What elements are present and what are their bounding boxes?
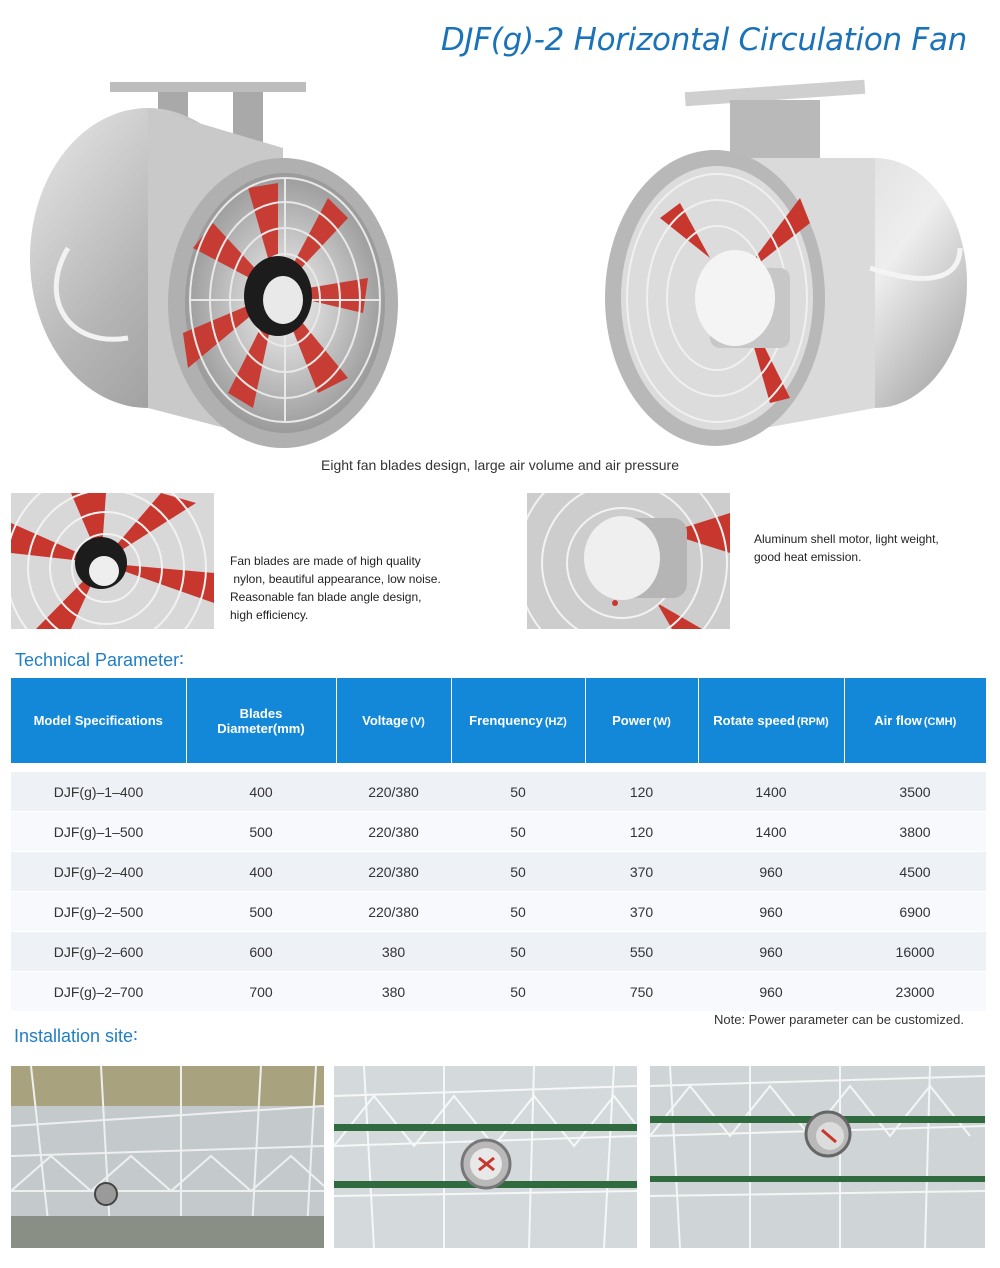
spec-table-cell: 700 xyxy=(186,972,336,1012)
hero-caption: Eight fan blades design, large air volume and air pressure xyxy=(321,457,679,473)
spec-header-label: Voltage xyxy=(362,713,409,728)
spec-header-cell xyxy=(585,678,698,763)
spec-table-cell: 220/380 xyxy=(336,812,451,852)
page-title: DJF(g)-2 Horizontal Circulation Fan xyxy=(440,22,967,58)
spec-table-cell: DJF(g)–1–400 xyxy=(11,772,186,812)
spec-table-cell: 16000 xyxy=(844,932,986,972)
spec-header-unit: (RPM) xyxy=(796,716,829,728)
spec-table-cell: DJF(g)–2–400 xyxy=(11,852,186,892)
spec-header-cell xyxy=(186,678,336,763)
spec-header-label: Air flow xyxy=(874,713,922,728)
fan-image-front xyxy=(28,78,398,458)
customization-note: Note: Power parameter can be customized. xyxy=(713,1012,964,1027)
spec-table-cell: 120 xyxy=(585,812,698,852)
spec-header-unit: (W) xyxy=(653,716,671,728)
feature-blades-line: nylon, beautiful appearance, low noise. xyxy=(230,572,441,586)
spec-header-label: Rotate speed xyxy=(713,713,795,728)
spec-header-cell xyxy=(698,678,844,763)
spec-table-body xyxy=(11,763,986,1012)
installation-site-heading: Installation site∶ xyxy=(14,1026,138,1046)
feature-motor-line: good heat emission. xyxy=(754,550,862,564)
spec-table-cell: 3500 xyxy=(844,772,986,812)
spec-table-cell: 370 xyxy=(585,852,698,892)
spec-header-cell xyxy=(451,678,585,763)
spec-header-label: Model Specifications xyxy=(33,713,163,728)
spec-table-cell: 50 xyxy=(451,852,585,892)
spec-table-cell: 400 xyxy=(186,852,336,892)
spec-table-row xyxy=(11,972,986,1012)
spec-table-cell: 220/380 xyxy=(336,852,451,892)
spec-table-row xyxy=(11,932,986,972)
spec-table-row xyxy=(11,812,986,852)
spec-table-cell: 50 xyxy=(451,812,585,852)
spec-table-cell: 120 xyxy=(585,772,698,812)
spec-header-unit: (HZ) xyxy=(544,716,567,728)
spec-header-unit: (CMH) xyxy=(923,716,957,728)
spec-table-header-row xyxy=(11,678,986,763)
installation-photo-1 xyxy=(11,1066,324,1248)
spec-header-unit: Diameter(mm) xyxy=(217,720,305,736)
feature-blades-line: high efficiency. xyxy=(230,608,309,622)
feature-motor-line: Aluminum shell motor, light weight, xyxy=(754,532,939,546)
spec-table-cell: 370 xyxy=(585,892,698,932)
spec-header-cell xyxy=(844,678,986,763)
spec-table-cell: 960 xyxy=(698,852,844,892)
spec-table-cell: 960 xyxy=(698,932,844,972)
spec-table-cell: 500 xyxy=(186,892,336,932)
spec-table-cell: 50 xyxy=(451,972,585,1012)
spec-table-spacer-cell xyxy=(11,763,986,772)
spec-table-cell: 220/380 xyxy=(336,892,451,932)
spec-table-cell: 600 xyxy=(186,932,336,972)
spec-table-cell: 4500 xyxy=(844,852,986,892)
spec-header-label: Blades xyxy=(239,705,283,721)
feature-motor-text xyxy=(754,530,939,566)
spec-table-spacer xyxy=(11,763,986,772)
spec-header-label: Power xyxy=(612,713,652,728)
spec-table-cell: 380 xyxy=(336,932,451,972)
spec-table-cell: 400 xyxy=(186,772,336,812)
spec-table-cell: DJF(g)–1–500 xyxy=(11,812,186,852)
spec-table-cell: DJF(g)–2–700 xyxy=(11,972,186,1012)
spec-header-cell xyxy=(11,678,186,763)
feature-blades-line: Fan blades are made of high quality xyxy=(230,554,421,568)
spec-table-cell: DJF(g)–2–500 xyxy=(11,892,186,932)
spec-table-cell: DJF(g)–2–600 xyxy=(11,932,186,972)
spec-table-row xyxy=(11,772,986,812)
spec-table-cell: 380 xyxy=(336,972,451,1012)
spec-table-cell: 23000 xyxy=(844,972,986,1012)
spec-table-cell: 220/380 xyxy=(336,772,451,812)
spec-table-cell: 50 xyxy=(451,932,585,972)
spec-table-cell: 50 xyxy=(451,892,585,932)
spec-header-unit: (V) xyxy=(410,716,425,728)
spec-table-row xyxy=(11,892,986,932)
feature-blades-line: Reasonable fan blade angle design, xyxy=(230,590,422,604)
feature-blades-text xyxy=(230,552,441,624)
spec-table-cell: 1400 xyxy=(698,772,844,812)
installation-photo-3 xyxy=(650,1066,985,1248)
spec-table-cell: 1400 xyxy=(698,812,844,852)
spec-table-cell: 3800 xyxy=(844,812,986,852)
spec-table-cell: 6900 xyxy=(844,892,986,932)
spec-header-cell xyxy=(336,678,451,763)
spec-table-cell: 50 xyxy=(451,772,585,812)
spec-table-cell: 960 xyxy=(698,892,844,932)
spec-table-row xyxy=(11,852,986,892)
spec-header-label: Frenquency xyxy=(469,713,543,728)
installation-photo-2 xyxy=(334,1066,637,1248)
spec-table-cell: 750 xyxy=(585,972,698,1012)
fan-blades-closeup-image xyxy=(11,493,214,629)
motor-closeup-image xyxy=(527,493,730,629)
spec-table-cell: 550 xyxy=(585,932,698,972)
spec-table-cell: 960 xyxy=(698,972,844,1012)
spec-table xyxy=(11,678,986,1012)
fan-image-motor-side xyxy=(600,78,975,468)
spec-table-cell: 500 xyxy=(186,812,336,852)
technical-parameter-heading: Technical Parameter∶ xyxy=(15,650,184,670)
